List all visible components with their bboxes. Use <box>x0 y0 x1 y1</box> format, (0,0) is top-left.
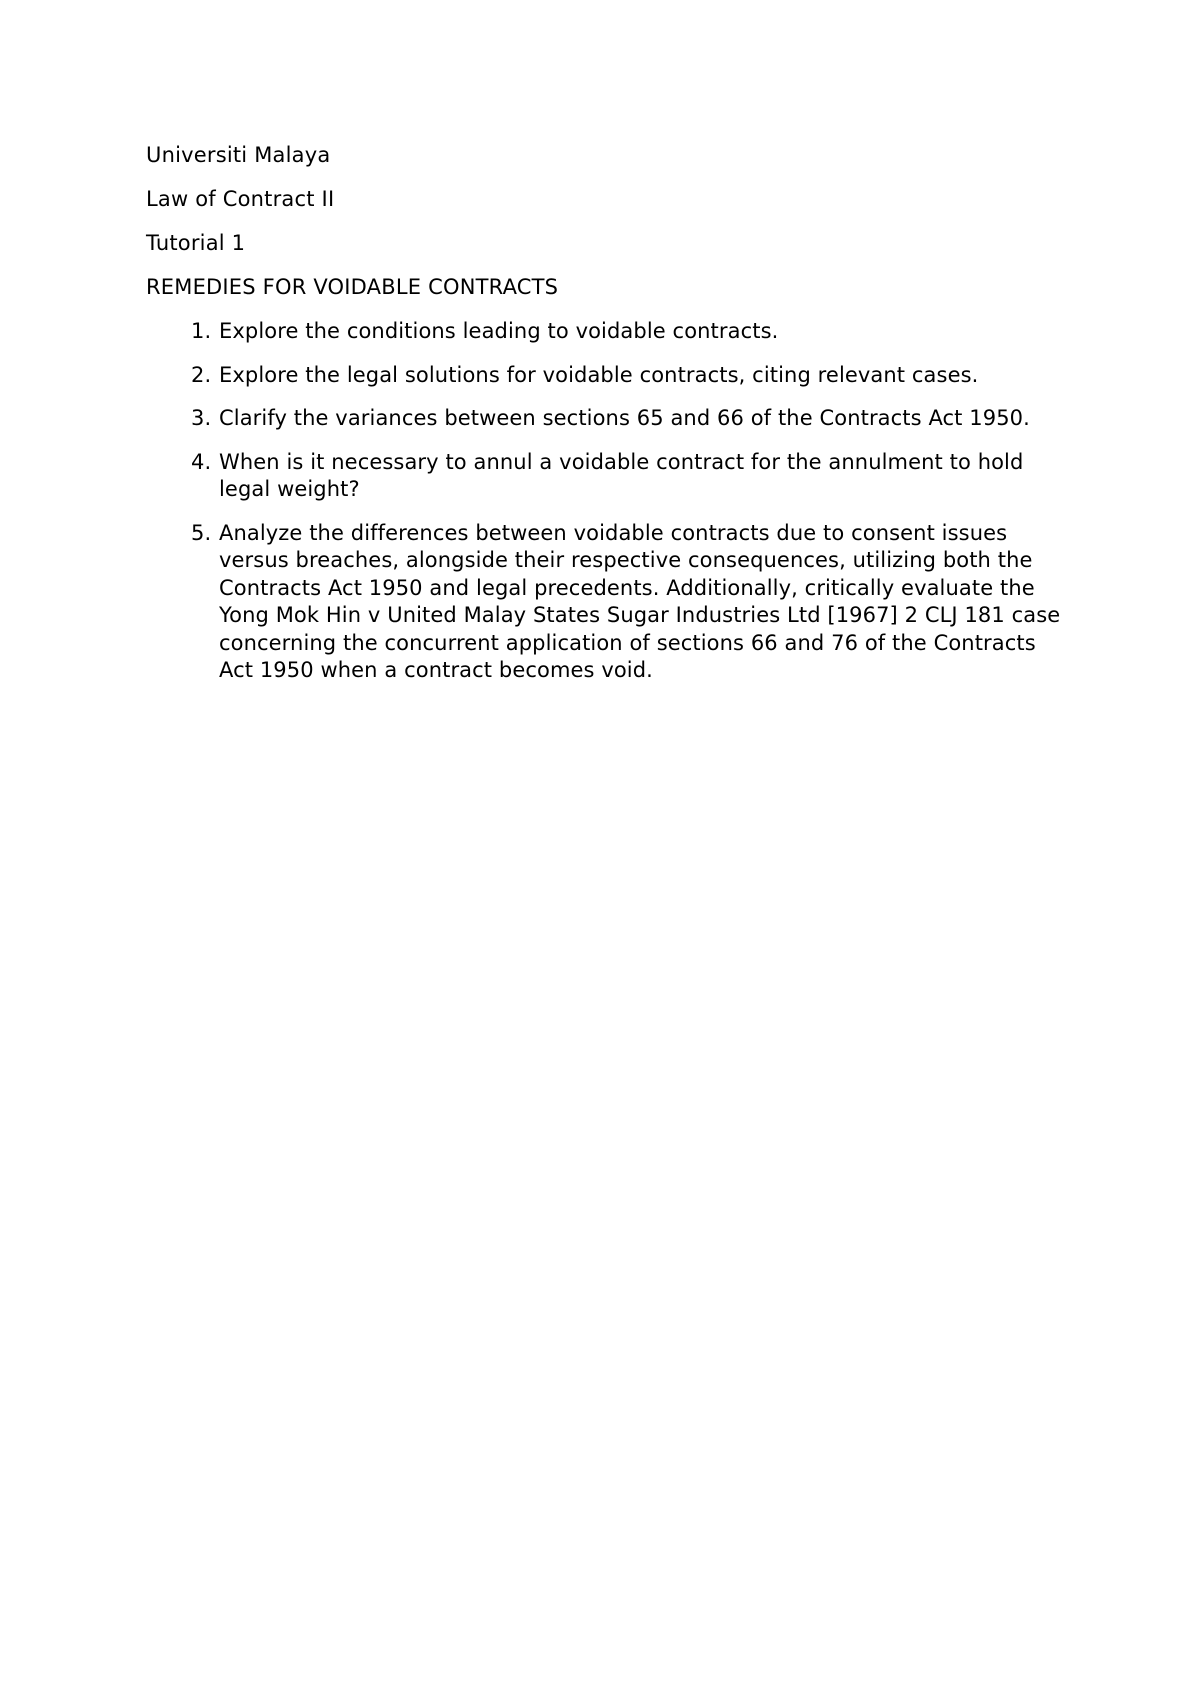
list-item <box>146 318 1076 346</box>
tutorial-label: Tutorial 1 <box>146 231 246 255</box>
course-title: Law of Contract II <box>146 187 335 211</box>
question-list <box>146 318 1076 685</box>
list-item <box>146 405 1076 433</box>
question-text: Explore the legal solutions for voidable contracts, citing relevant cases. <box>219 362 979 387</box>
question-number: 3. <box>191 406 212 430</box>
list-item <box>146 520 1076 685</box>
question-text: Clarify the variances between sections 65 and 66 of the Contracts Act 1950. <box>219 406 1030 430</box>
list-item <box>146 449 1076 504</box>
question-text: When is it necessary to annul a voidable contract for the annulment to hold legal weight? <box>219 449 1024 501</box>
question-text: Explore the conditions leading to voidable contracts. <box>219 319 779 343</box>
question-number: 1. <box>191 319 212 343</box>
question-text: Analyze the differences between voidable contracts due to consent issues versus breaches, alongside their respective consequences, utilizing both the Contracts Act 1950 and legal precedents. Additionally, critically evaluate the Yong Mok Hin v United Malay States Sugar Industries Ltd [1967] 2 CLJ 181 case concerning the concurrent application of sections 66 and 76 of the Contracts Act 1950 when a contract becomes void. <box>219 520 1061 682</box>
question-number: 4. <box>191 449 212 474</box>
document-page <box>146 142 1076 701</box>
topic-heading: REMEDIES FOR VOIDABLE CONTRACTS <box>146 275 559 299</box>
university-name: Universiti Malaya <box>146 143 331 167</box>
list-item <box>146 362 1076 390</box>
question-number: 5. <box>191 520 212 545</box>
question-number: 2. <box>191 362 212 387</box>
